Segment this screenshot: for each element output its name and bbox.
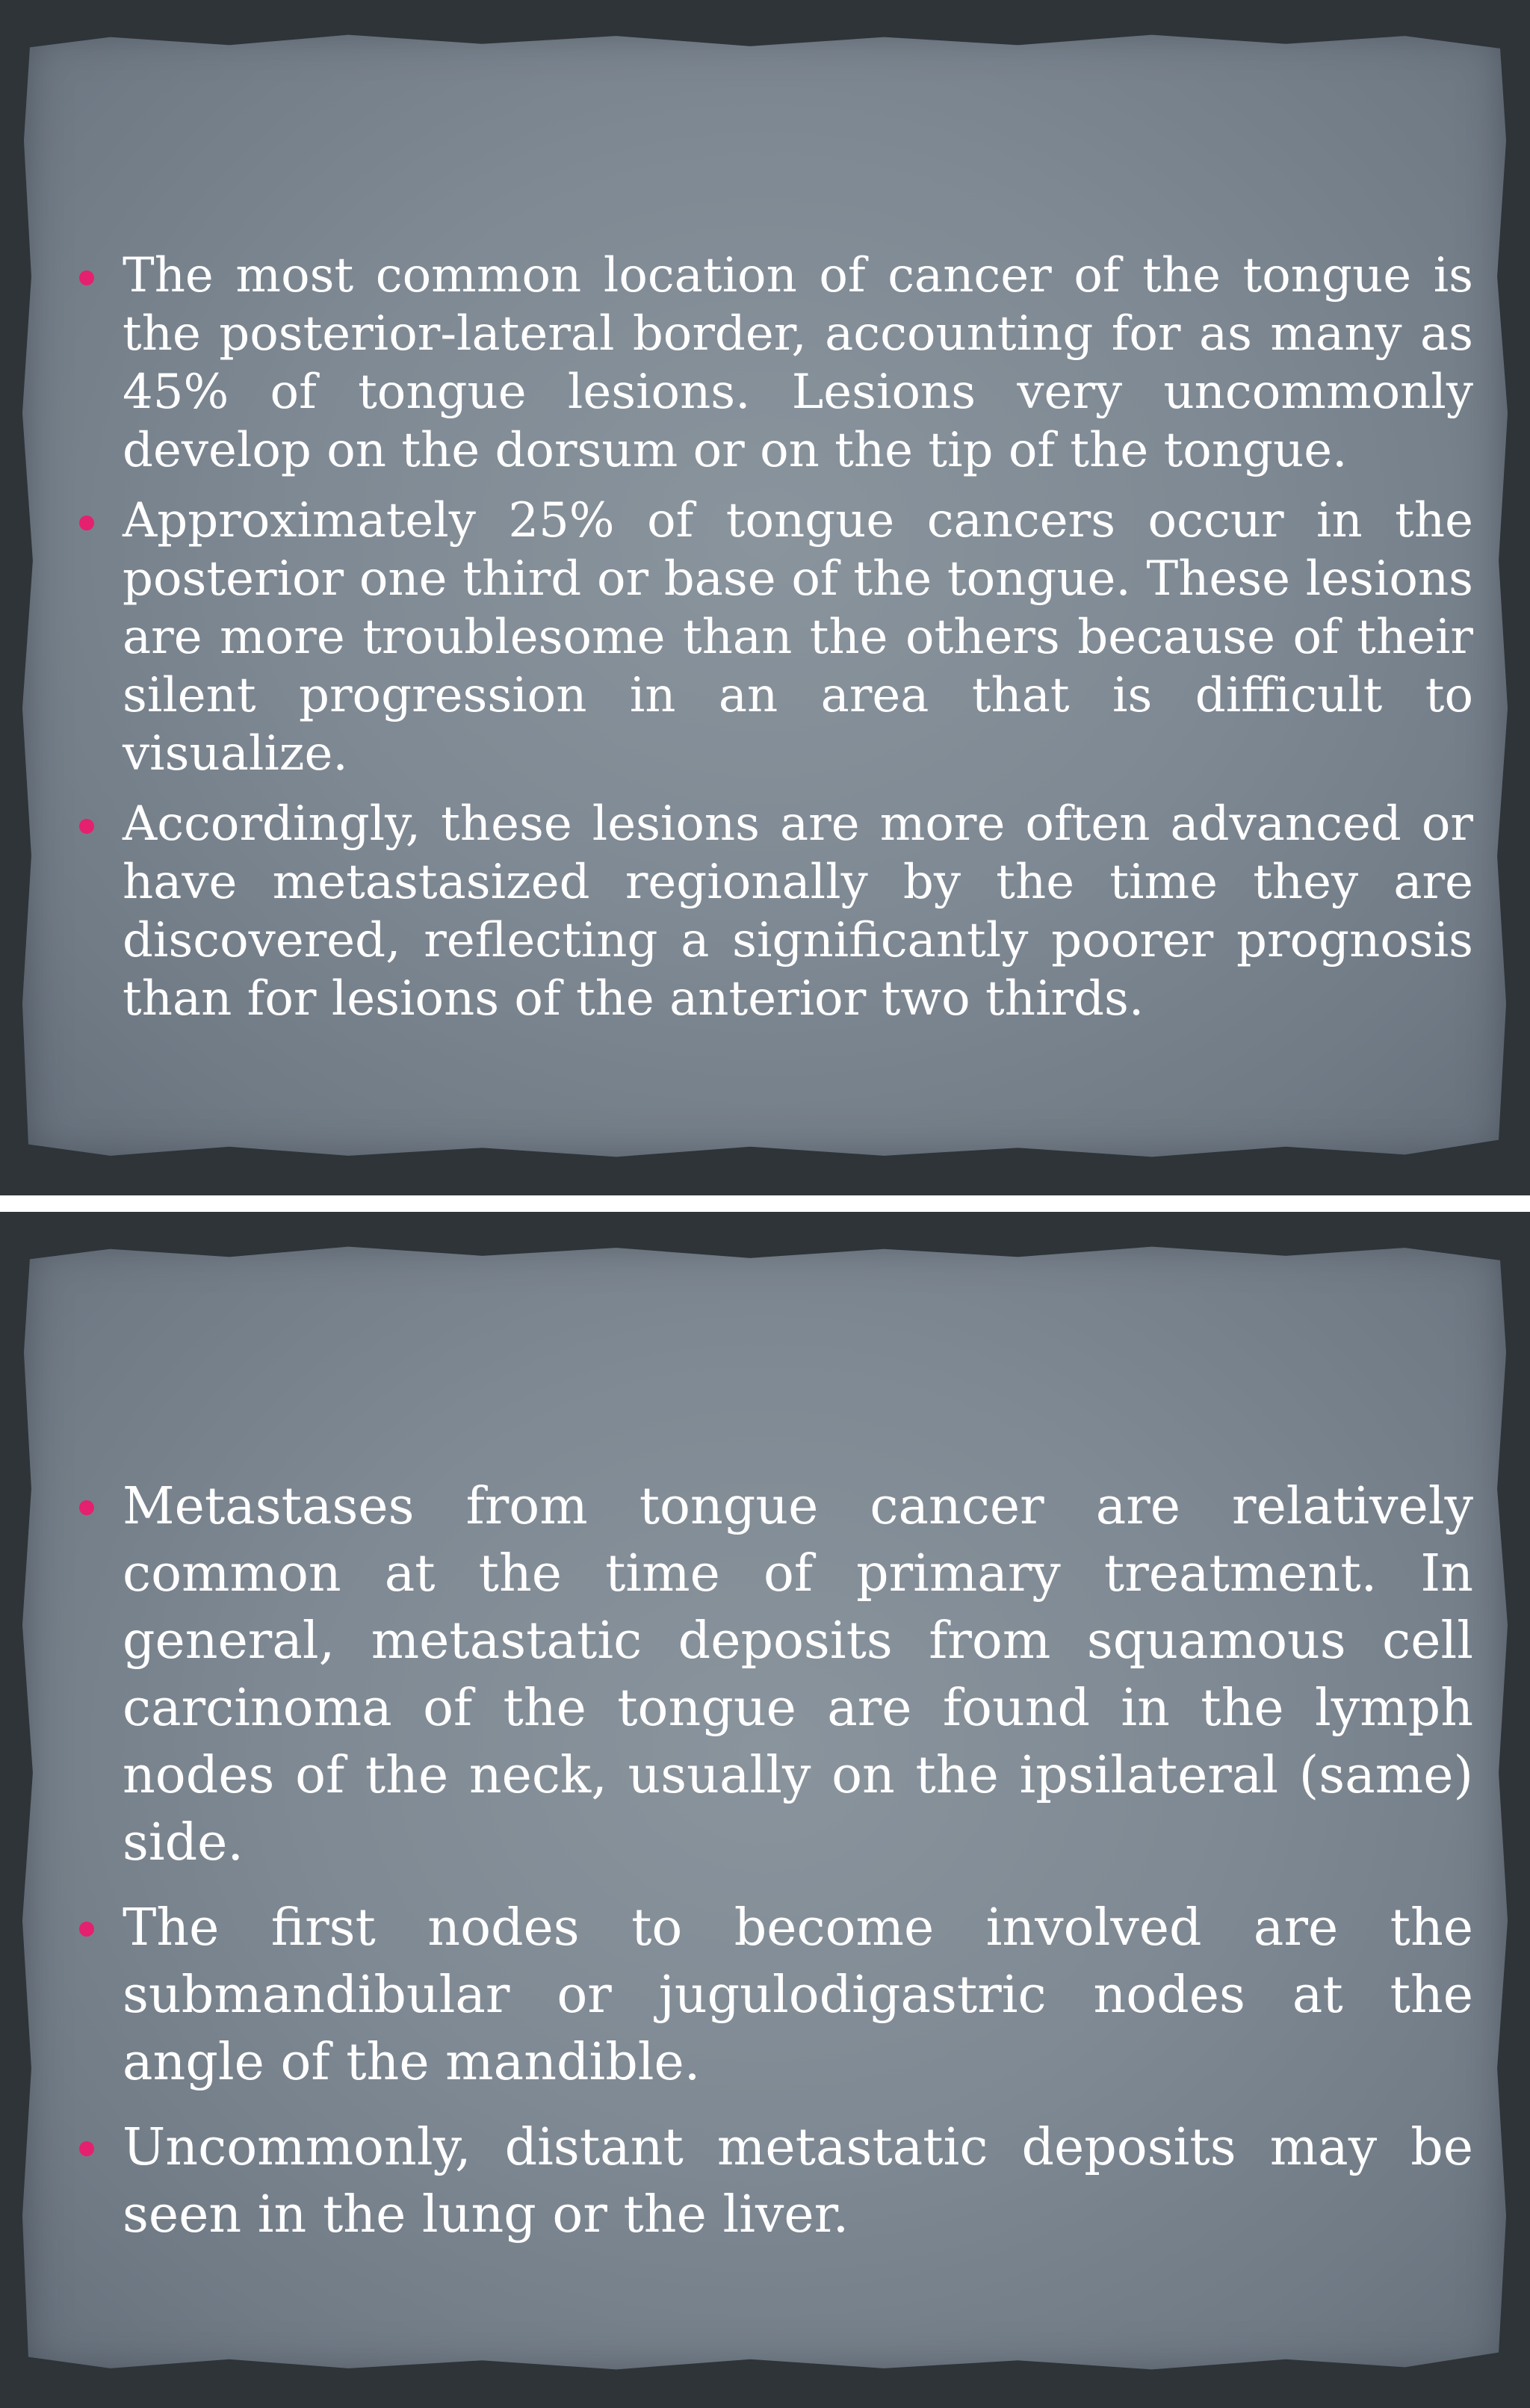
slide-2-bullet-1-text: Metastases from tongue cancer are relatively common at the time of primary treatment. In general, metastatic deposits from squamous cell carcinoma of the tongue are found in the lymph nodes of the neck, usually on the ipsilateral (same) side.	[123, 1477, 1473, 1872]
bullet-dot-icon	[79, 270, 94, 285]
slide-2-bullet-2	[69, 1895, 1473, 2096]
slide-2-bullet-3	[69, 2114, 1473, 2249]
slide-1-bullet-3-text: Accordingly, these lesions are more often advanced or have metastasized regionally by the time they are discovered, reflecting a significantly poorer prognosis than for lesions of the anterior two thirds.	[123, 796, 1473, 1027]
slide-1-bullet-3	[69, 795, 1473, 1028]
slide-2-bullet-3-text: Uncommonly, distant metastatic deposits may be seen in the lung or the liver.	[123, 2118, 1473, 2244]
slide-2-bullet-list	[69, 1473, 1473, 2267]
bullet-dot-icon	[79, 1500, 94, 1515]
bullet-dot-icon	[79, 819, 94, 834]
slide-1-bullet-list	[69, 247, 1473, 1040]
slide-2-bullet-1	[69, 1473, 1473, 1877]
slide-1-bullet-1	[69, 247, 1473, 480]
slide-1-bullet-2	[69, 492, 1473, 783]
slide-1	[0, 0, 1530, 1195]
bullet-dot-icon	[79, 1922, 94, 1937]
slide-1-bullet-2-text: Approximately 25% of tongue cancers occur in the posterior one third or base of the tongue. These lesions are more troublesome than the others because of their silent progression in an area that is difficult to visualize.	[123, 493, 1473, 781]
bullet-dot-icon	[79, 2141, 94, 2156]
slide-2	[0, 1212, 1530, 2408]
bullet-dot-icon	[79, 516, 94, 530]
slide-2-bullet-2-text: The first nodes to become involved are the submandibular or jugulodigastric nodes at the angle of the mandible.	[123, 1898, 1473, 2092]
slide-1-bullet-1-text: The most common location of cancer of the tongue is the posterior-lateral border, accounting for as many as 45% of tongue lesions. Lesions very uncommonly develop on the dorsum or on the tip of the tongue.	[123, 248, 1473, 478]
